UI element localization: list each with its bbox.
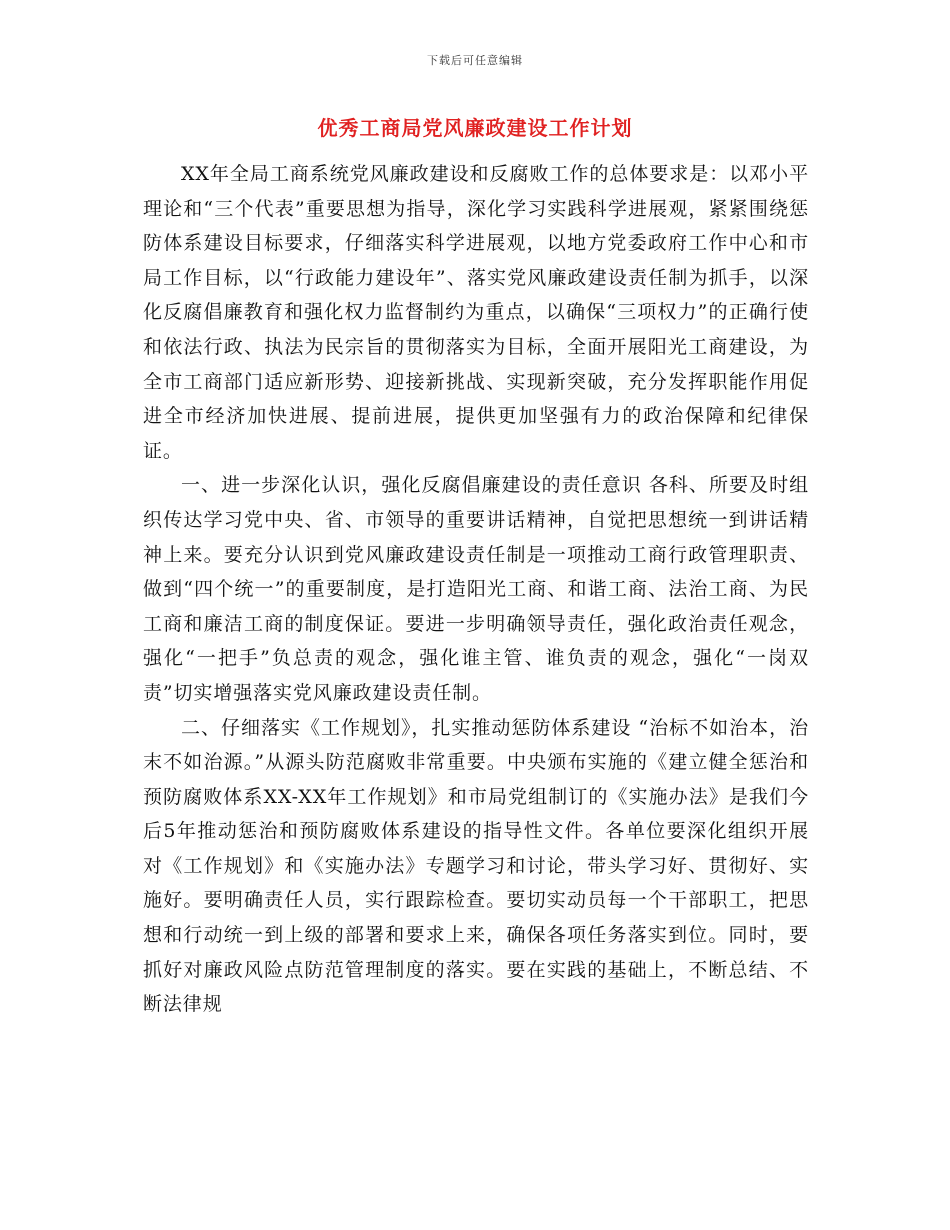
paragraph-section-1: 一、进一步深化认识，强化反腐倡廉建设的责任意识 各科、所要及时组织传达学习党中央、省、市领导的重要讲话精神，自觉把思想统一到讲话精神上来。要充分认识到党风廉政建设责任制是一项推动工商行政管理职责、做到“四个统一”的重要制度，是打造阳光工商、和谐工商、法治工商、为民工商和廉洁工商的制度保证。要进一步明确领导责任，强化政治责任观念，强化“一把手”负总责的观念，强化谁主管、谁负责的观念，强化“一岗双责”切实增强落实党风廉政建设责任制。: [143, 474, 809, 704]
paragraph-section-2: 二、仔细落实《工作规划》，扎实推动惩防体系建设 “治标不如治本，治末不如治源。”从源头防范腐败非常重要。中央颁布实施的《建立健全惩治和预防腐败体系XX-XX年工作规划》和市局党组制订的《实施办法》是我们今后5年推动惩治和预防腐败体系建设的指导性文件。各单位要深化组织开展对《工作规划》和《实施办法》专题学习和讨论，带头学习好、贯彻好、实施好。要明确责任人员，实行跟踪检查。要切实动员每一个干部职工，把思想和行动统一到上级的部署和要求上来，确保各项任务落实到位。同时，要抓好对廉政风险点防范管理制度的落实。要在实践的基础上，不断总结、不断法律规: [143, 716, 809, 1016]
paragraph-intro: XX年全局工商系统党风廉政建设和反腐败工作的总体要求是：以邓小平理论和“三个代表”重要思想为指导，深化学习实践科学进展观，紧紧围绕惩防体系建设目标要求，仔细落实科学进展观，以地方党委政府工作中心和市局工作目标，以“行政能力建设年”、落实党风廉政建设责任制为抓手，以深化反腐倡廉教育和强化权力监督制约为重点，以确保“三项权力”的正确行使和依法行政、执法为民宗旨的贯彻落实为目标，全面开展阳光工商建设，为全市工商部门适应新形势、迎接新挑战、实现新突破，充分发挥职能作用促进全市经济加快进展、提前进展，提供更加坚强有力的政治保障和纪律保证。: [143, 163, 809, 462]
page-header-note: 下载后可任意编辑: [427, 54, 523, 67]
document-title: 优秀工商局党风廉政建设工作计划: [317, 116, 633, 140]
document-body: [143, 157, 809, 1022]
